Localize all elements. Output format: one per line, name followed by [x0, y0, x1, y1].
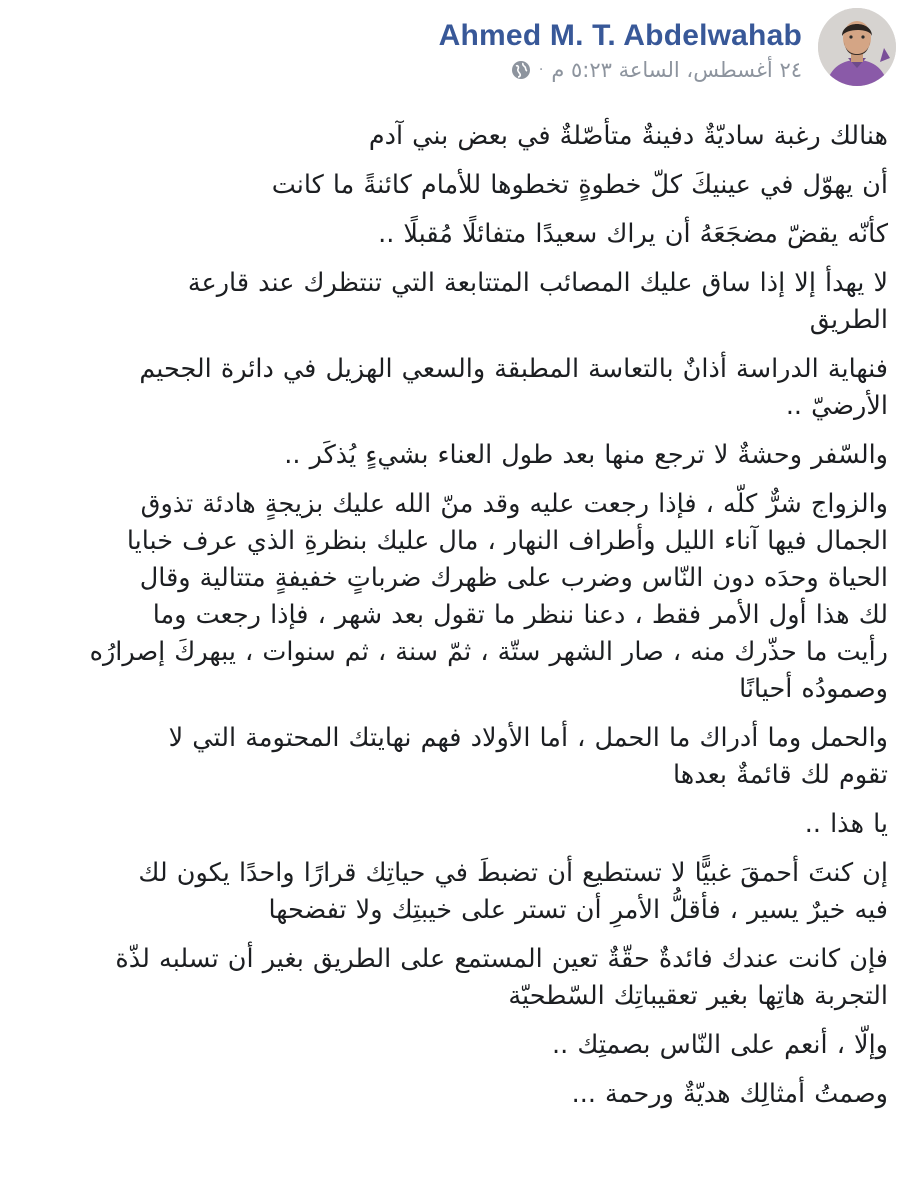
post-paragraph-5: فنهاية الدراسة أذانٌ بالتعاسة المطبقة والسعي الهزيل في دائرة الجحيم الأرضيّ .. [139, 354, 888, 421]
timestamp-row [511, 58, 802, 82]
post-paragraph-7: والزواج شرٌّ كلّه ، فإذا رجعت عليه وقد منّ الله عليك بزيجةٍ هادئة تذوق الجمال فيها آناء الليل وأطراف النهار ، مال عليك بنظرةِ الذي عرف خبايا الحياة وحدَه دون النّاس وضرب على ظهرك ضرباتٍ خفيفةٍ متتالية وقال لك هذا أول الأمر فقط ، دعنا ننظر ما تقول بعد شهر ، فإذا رجعت وما رأيت ما حذّرك منه ، صار الشهر ستّة ، ثمّ سنة ، ثم سنوات ، يبهركَ إصرارُه وصمودُه أحيانًا [89, 489, 888, 704]
post-paragraph-3: كأنّه يقضّ مضجَعَهُ أن يراك سعيدًا متفائلًا مُقبلًا .. [378, 219, 888, 249]
globe-icon[interactable] [511, 60, 531, 80]
post-paragraph-13: وصمتُ أمثالِك هديّةٌ ورحمة ... [571, 1079, 888, 1109]
meta-separator: · [538, 62, 544, 78]
post-header [439, 8, 896, 86]
post-timestamp[interactable]: ٢٤ أغسطس، الساعة ٥:٢٣ م [551, 58, 802, 82]
post-paragraph-9: يا هذا .. [804, 809, 888, 839]
avatar[interactable] [818, 8, 896, 86]
author-name[interactable]: Ahmed M. T. Abdelwahab [438, 19, 802, 52]
avatar-image [818, 8, 896, 86]
post-paragraph-12: وإلّا ، أنعم على النّاس بصمتِك .. [552, 1030, 888, 1060]
post-paragraph-11: فإن كانت عندك فائدةٌ حقّةٌ تعين المستمع على الطريق بغير أن تسلبه لذّة التجربة هاتِها بغير تعقيباتِك السّطحيّة [115, 944, 888, 1011]
post-paragraph-4: لا يهدأ إلا إذا ساق عليك المصائب المتتابعة التي تنتظرك عند قارعة الطريق [187, 268, 888, 335]
post-paragraph-10: إن كنتَ أحمقَ غبيًّا لا تستطيع أن تضبطَ في حياتِك قرارًا واحدًا يكون لك فيه خيرٌ يسير ، فأقلُّ الأمرِ أن تستر على خيبتِك ولا تفضحها [138, 858, 888, 925]
post-body [22, 118, 888, 1113]
post-meta [439, 8, 802, 82]
post-paragraph-6: والسّفر وحشةٌ لا ترجع منها بعد طول العناء بشيءٍ يُذكَر .. [284, 440, 888, 470]
post-paragraph-2: أن يهوّل في عينيكَ كلّ خطوةٍ تخطوها للأمام كائنةً ما كانت [271, 170, 888, 200]
post-paragraph-8: والحمل وما أدراك ما الحمل ، أما الأولاد فهم نهايتك المحتومة التي لا تقوم لك قائمةٌ بعدها [168, 723, 888, 790]
post-paragraph-1: هنالك رغبة ساديّةٌ دفينةٌ متأصّلةٌ في بعض بني آدم [368, 121, 888, 151]
